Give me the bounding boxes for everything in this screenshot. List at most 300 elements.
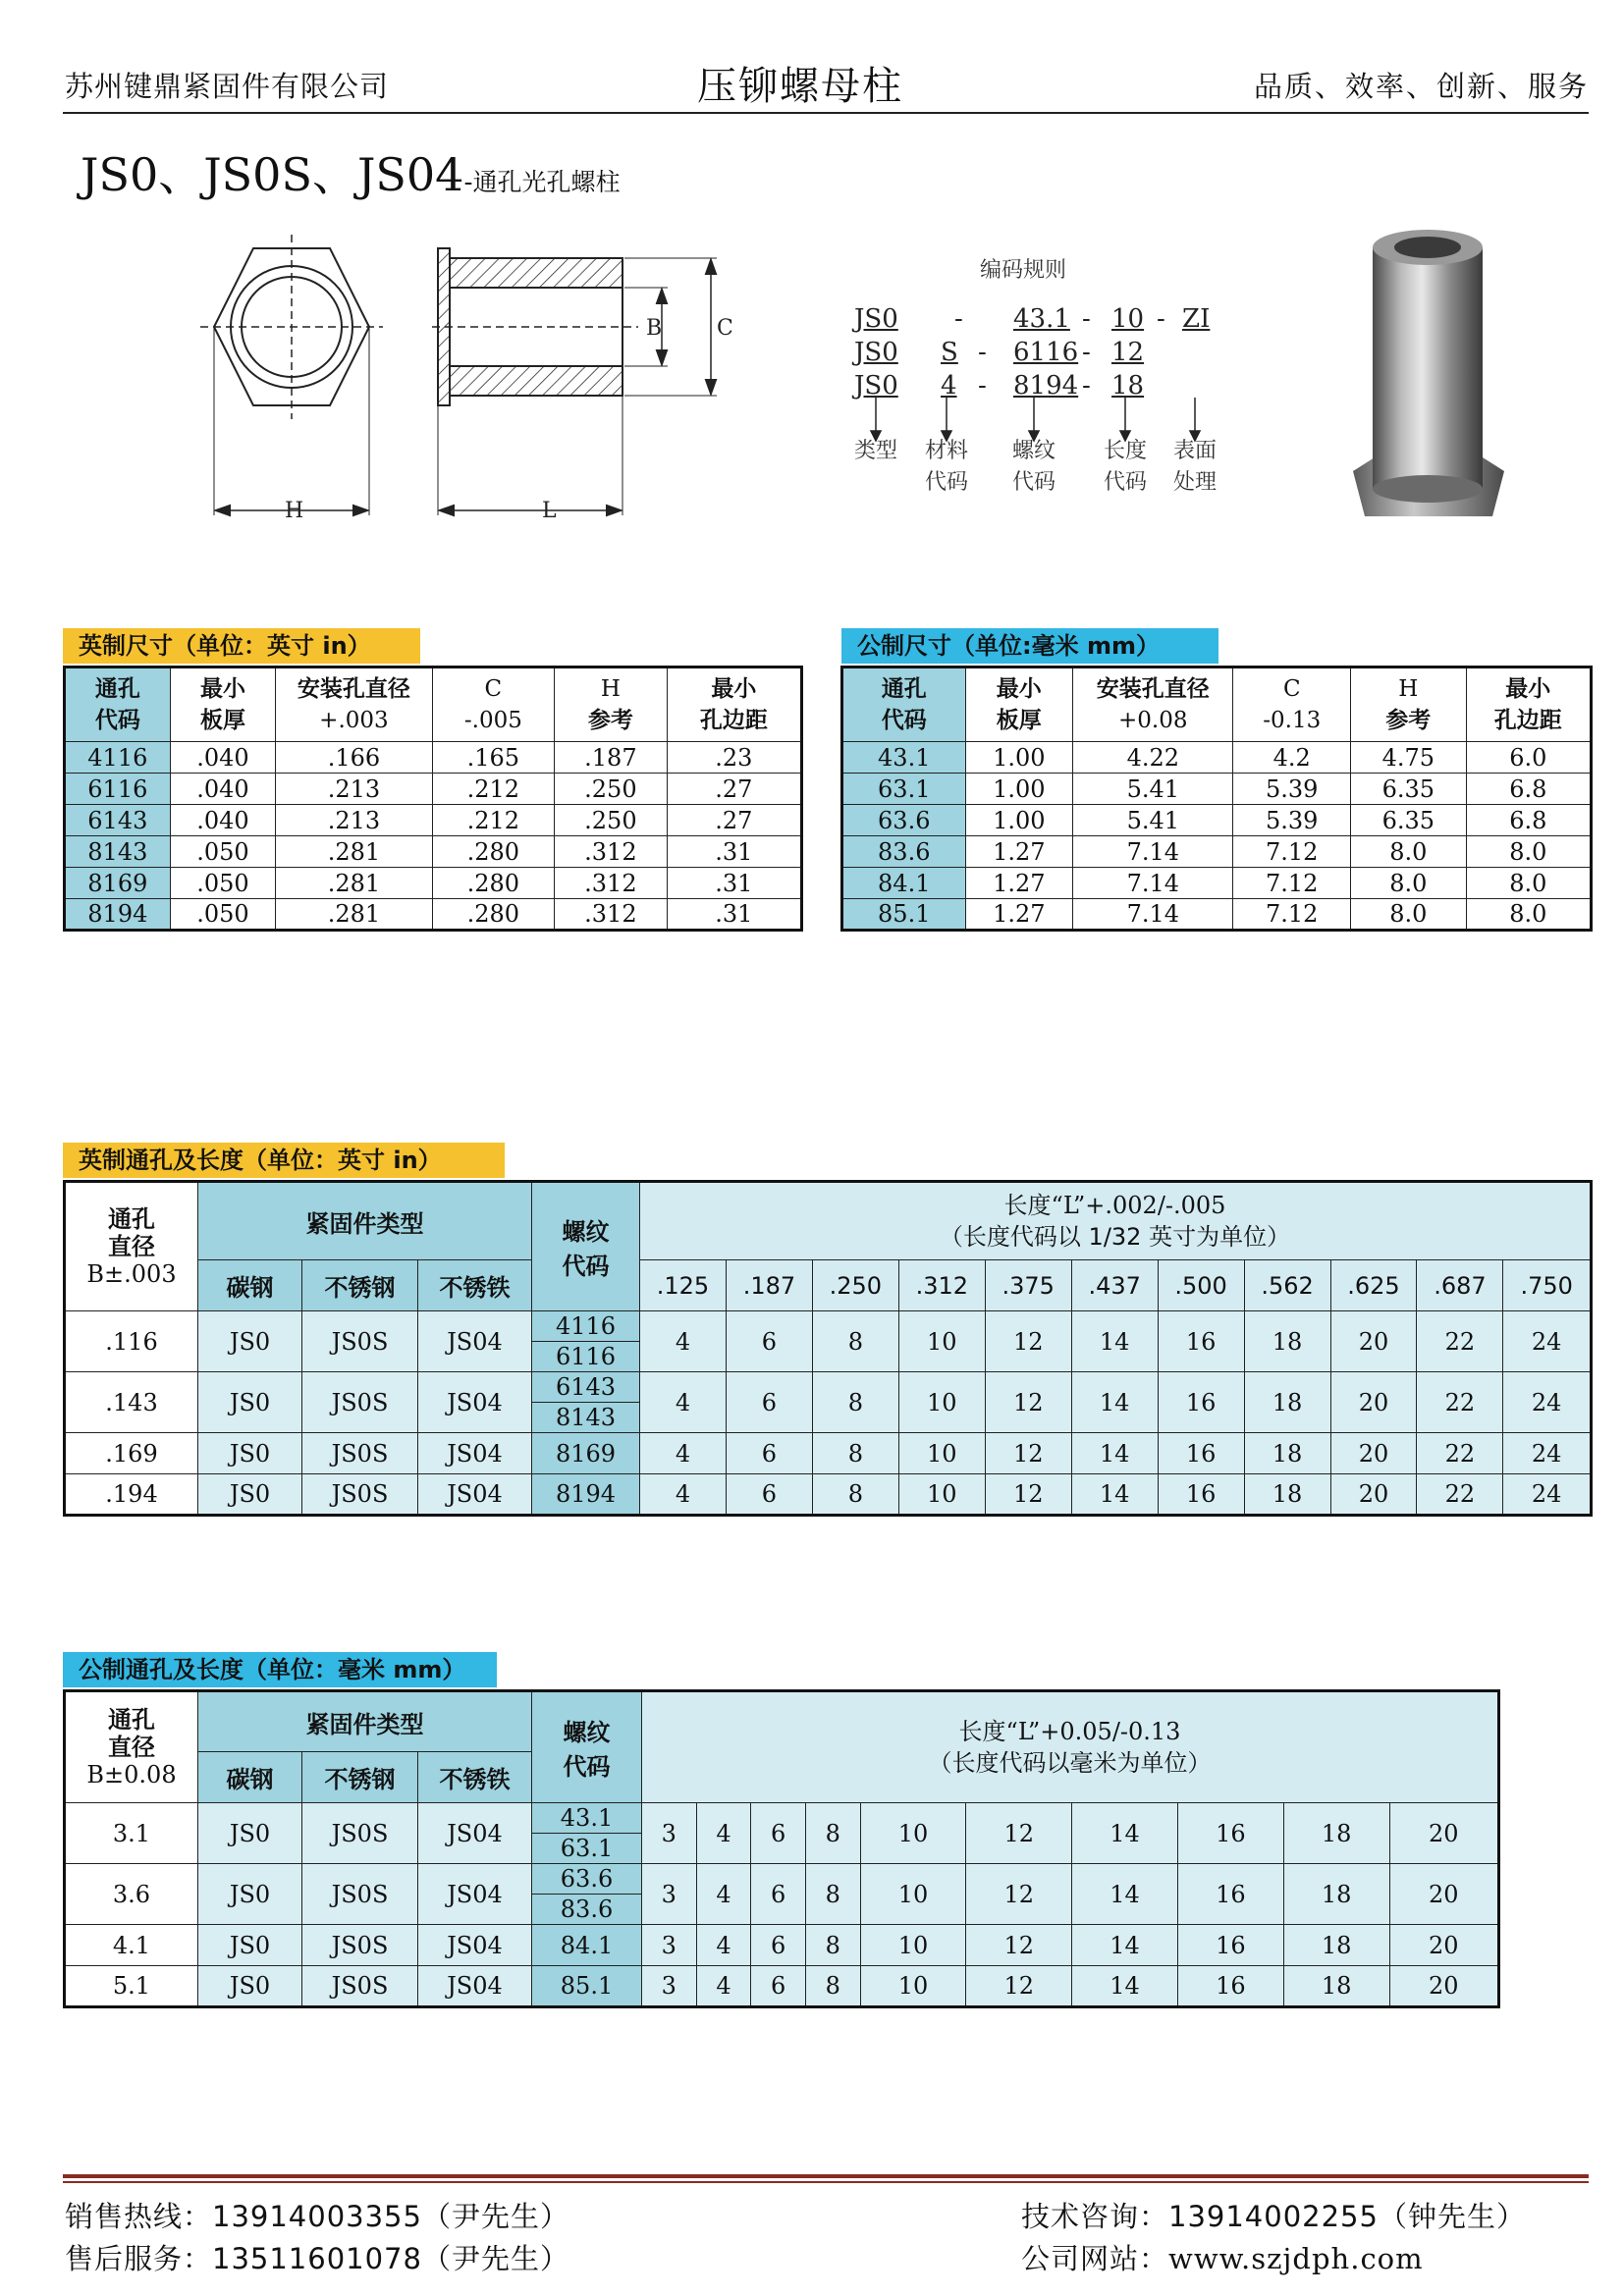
- value-cell: 1.27: [965, 899, 1073, 931]
- col-length-head: 长度“L”+0.05/-0.13 （长度代码以毫米为单位）: [642, 1691, 1499, 1803]
- code-type: JS0: [854, 371, 898, 400]
- value-cell: 7.12: [1233, 868, 1351, 899]
- length-code-cell: 12: [966, 1966, 1072, 2007]
- length-code-cell: 12: [985, 1311, 1071, 1372]
- length-code-cell: 20: [1389, 1925, 1498, 1966]
- length-code-cell: 6: [726, 1372, 812, 1433]
- thread-code-cell: 83.6: [532, 1895, 642, 1925]
- value-cell: .312: [555, 836, 668, 868]
- table-row: [65, 774, 802, 805]
- length-code-cell: 12: [985, 1433, 1071, 1474]
- code-sep: -: [954, 304, 963, 334]
- col-thread-code: 螺纹 代码: [532, 1182, 640, 1311]
- hole-code-cell: 8169: [65, 868, 171, 899]
- length-code-cell: 8: [812, 1474, 898, 1516]
- hole-code-cell: 63.1: [842, 774, 966, 805]
- caption-material: 材料代码: [924, 439, 968, 495]
- fastener-type-cell: JS04: [418, 1311, 532, 1372]
- length-code-cell: 18: [1283, 1864, 1389, 1925]
- length-code-cell: 18: [1244, 1433, 1330, 1474]
- value-cell: .312: [555, 868, 668, 899]
- product-title: [81, 139, 620, 204]
- length-code-cell: 18: [1283, 1803, 1389, 1864]
- website-url[interactable]: www.szjdph.com: [1168, 2242, 1424, 2275]
- value-cell: .040: [170, 774, 276, 805]
- length-code-cell: 24: [1503, 1372, 1592, 1433]
- col-thread-code: 螺纹 代码: [532, 1691, 642, 1803]
- col-min-sheet: 最小 板厚: [170, 667, 276, 742]
- value-cell: 8.0: [1351, 868, 1467, 899]
- code-finish: ZI: [1182, 304, 1211, 334]
- table-row: [65, 836, 802, 868]
- value-cell: .165: [432, 742, 555, 774]
- length-code-cell: 16: [1158, 1433, 1244, 1474]
- length-code-cell: 12: [966, 1925, 1072, 1966]
- length-code-cell: 18: [1244, 1311, 1330, 1372]
- col-stainless-steel: 不锈钢: [302, 1260, 418, 1311]
- value-cell: 1.27: [965, 836, 1073, 868]
- hole-code-cell: 84.1: [842, 868, 966, 899]
- length-code-cell: 8: [812, 1372, 898, 1433]
- after-sales: 售后服务：13511601078（尹先生）: [65, 2242, 569, 2275]
- length-code-cell: 24: [1503, 1311, 1592, 1372]
- thread-code-cell: 84.1: [532, 1925, 642, 1966]
- value-cell: .27: [667, 774, 801, 805]
- thread-code-cell: 85.1: [532, 1966, 642, 2007]
- code-length: 12: [1111, 338, 1145, 367]
- table-row: [65, 1311, 1592, 1342]
- hole-code-cell: 63.6: [842, 805, 966, 836]
- col-stainless-steel: 不锈钢: [302, 1752, 418, 1803]
- length-code-cell: 18: [1244, 1474, 1330, 1516]
- fastener-type-cell: JS04: [418, 1433, 532, 1474]
- length-code-cell: 20: [1330, 1372, 1417, 1433]
- value-cell: .280: [432, 868, 555, 899]
- length-head: .250: [812, 1260, 898, 1311]
- length-code-cell: 6: [726, 1311, 812, 1372]
- length-code-cell: 10: [898, 1372, 985, 1433]
- value-cell: 4.22: [1073, 742, 1233, 774]
- hole-dia-cell: .143: [65, 1372, 198, 1433]
- length-code-cell: 8: [805, 1803, 860, 1864]
- code-sep: -: [978, 338, 987, 367]
- product-subtitle: -通孔光孔螺柱: [463, 168, 621, 196]
- fastener-type-cell: JS0S: [302, 1925, 418, 1966]
- value-cell: 1.00: [965, 742, 1073, 774]
- value-cell: .166: [276, 742, 432, 774]
- table-row: [65, 1474, 1592, 1516]
- length-code-cell: 6: [726, 1433, 812, 1474]
- length-code-cell: 4: [696, 1803, 751, 1864]
- length-code-cell: 8: [805, 1925, 860, 1966]
- imperial-size-table: [63, 666, 803, 932]
- code-thread: 6116: [1013, 338, 1079, 367]
- length-code-cell: 10: [860, 1864, 966, 1925]
- length-code-cell: 14: [1071, 1372, 1158, 1433]
- table-row: [842, 805, 1592, 836]
- dim-label-h: H: [285, 499, 304, 523]
- value-cell: 4.2: [1233, 742, 1351, 774]
- value-cell: .312: [555, 899, 668, 931]
- length-code-cell: 20: [1389, 1864, 1498, 1925]
- fastener-type-cell: JS0: [198, 1925, 302, 1966]
- length-code-cell: 22: [1417, 1474, 1503, 1516]
- col-stainless-iron: 不锈铁: [418, 1260, 532, 1311]
- length-code-cell: 14: [1071, 1311, 1158, 1372]
- value-cell: .31: [667, 899, 801, 931]
- fastener-type-cell: JS0: [198, 1311, 302, 1372]
- company-name: 苏州键鼎紧固件有限公司: [65, 70, 390, 103]
- thread-code-cell: 63.1: [532, 1834, 642, 1864]
- code-length: 10: [1111, 304, 1145, 334]
- col-mount-hole: 安装孔直径 +.003: [276, 667, 432, 742]
- value-cell: .27: [667, 805, 801, 836]
- table-row: [65, 1925, 1499, 1966]
- tab-metric-size: 公制尺寸（单位:毫米 mm）: [841, 628, 1218, 664]
- col-hole-code: 通孔 代码: [65, 667, 171, 742]
- value-cell: 1.27: [965, 868, 1073, 899]
- value-cell: .31: [667, 868, 801, 899]
- tab-imperial-size: 英制尺寸（单位：英寸 in）: [63, 628, 420, 664]
- length-code-cell: 16: [1177, 1925, 1283, 1966]
- value-cell: 8.0: [1466, 868, 1591, 899]
- hole-code-cell: 6116: [65, 774, 171, 805]
- length-code-cell: 22: [1417, 1311, 1503, 1372]
- length-code-cell: 18: [1283, 1966, 1389, 2007]
- value-cell: .212: [432, 805, 555, 836]
- value-cell: .187: [555, 742, 668, 774]
- length-code-cell: 4: [696, 1966, 751, 2007]
- length-code-cell: 4: [640, 1372, 727, 1433]
- value-cell: 6.35: [1351, 774, 1467, 805]
- length-head: .625: [1330, 1260, 1417, 1311]
- length-code-cell: 14: [1071, 1474, 1158, 1516]
- value-cell: 8.0: [1351, 899, 1467, 931]
- value-cell: .23: [667, 742, 801, 774]
- hole-dia-cell: .116: [65, 1311, 198, 1372]
- length-code-cell: 4: [640, 1433, 727, 1474]
- length-code-cell: 16: [1158, 1311, 1244, 1372]
- code-type: JS0: [854, 304, 898, 334]
- fastener-type-cell: JS04: [418, 1372, 532, 1433]
- length-code-cell: 20: [1389, 1966, 1498, 2007]
- length-code-cell: 4: [640, 1311, 727, 1372]
- caption-thread: 螺纹代码: [1011, 439, 1056, 495]
- thread-code-cell: 6116: [532, 1342, 640, 1372]
- col-min-edge: 最小 孔边距: [1466, 667, 1591, 742]
- length-code-cell: 14: [1072, 1864, 1178, 1925]
- value-cell: .040: [170, 805, 276, 836]
- hole-dia-cell: 4.1: [65, 1925, 198, 1966]
- value-cell: .040: [170, 742, 276, 774]
- length-code-cell: 8: [812, 1433, 898, 1474]
- length-code-cell: 3: [642, 1803, 697, 1864]
- length-code-cell: 6: [751, 1803, 806, 1864]
- hole-code-cell: 4116: [65, 742, 171, 774]
- dim-label-b: B: [646, 316, 663, 341]
- table-header-row: [842, 667, 1592, 742]
- col-min-sheet: 最小 板厚: [965, 667, 1073, 742]
- thread-code-cell: 63.6: [532, 1864, 642, 1895]
- value-cell: 1.00: [965, 774, 1073, 805]
- col-fastener-type: 紧固件类型: [198, 1182, 532, 1260]
- col-min-edge: 最小 孔边距: [667, 667, 801, 742]
- col-c: C -0.13: [1233, 667, 1351, 742]
- page-title: 压铆螺母柱: [697, 64, 903, 109]
- length-code-cell: 24: [1503, 1433, 1592, 1474]
- fastener-type-cell: JS04: [418, 1966, 532, 2007]
- table-row: [842, 868, 1592, 899]
- fastener-type-cell: JS0: [198, 1864, 302, 1925]
- value-cell: 8.0: [1466, 836, 1591, 868]
- length-code-cell: 10: [860, 1803, 966, 1864]
- hex-front-view: [200, 235, 383, 515]
- length-code-cell: 10: [860, 1966, 966, 2007]
- table-row: [65, 742, 802, 774]
- length-code-cell: 12: [966, 1803, 1072, 1864]
- tech-support: 技术咨询：13914002255（钟先生）: [1021, 2200, 1526, 2233]
- length-code-cell: 20: [1330, 1311, 1417, 1372]
- col-carbon-steel: 碳钢: [198, 1752, 302, 1803]
- value-cell: 7.14: [1073, 836, 1233, 868]
- table-subheader-row: [65, 1260, 1592, 1311]
- thread-code-cell: 8194: [532, 1474, 640, 1516]
- fastener-type-cell: JS0: [198, 1433, 302, 1474]
- length-code-cell: 22: [1417, 1372, 1503, 1433]
- table-row: [65, 805, 802, 836]
- length-code-cell: 22: [1417, 1433, 1503, 1474]
- fastener-type-cell: JS0S: [302, 1311, 418, 1372]
- website[interactable]: [1021, 2237, 1424, 2277]
- side-section-view: [432, 248, 717, 515]
- code-material: 4: [941, 371, 957, 400]
- length-code-cell: 14: [1072, 1925, 1178, 1966]
- length-head: .375: [985, 1260, 1071, 1311]
- value-cell: 6.8: [1466, 774, 1591, 805]
- coding-rule-title: 编码规则: [980, 258, 1067, 283]
- table-row: [65, 1433, 1592, 1474]
- value-cell: 5.41: [1073, 805, 1233, 836]
- product-model: JS0、JS0S、JS04: [81, 148, 464, 201]
- thread-code-cell: 8143: [532, 1403, 640, 1433]
- dim-label-l: L: [542, 499, 557, 523]
- code-length: 18: [1111, 371, 1145, 400]
- thread-code-cell: 43.1: [532, 1803, 642, 1834]
- length-code-cell: 18: [1244, 1372, 1330, 1433]
- length-code-cell: 8: [812, 1311, 898, 1372]
- table-row: [65, 1966, 1499, 2007]
- value-cell: 4.75: [1351, 742, 1467, 774]
- value-cell: 7.14: [1073, 899, 1233, 931]
- length-code-cell: 12: [966, 1864, 1072, 1925]
- metric-size-table: [840, 666, 1593, 932]
- code-sep: -: [1157, 304, 1165, 334]
- length-head: .750: [1503, 1260, 1592, 1311]
- product-photo: [1345, 226, 1512, 530]
- value-cell: 6.0: [1466, 742, 1591, 774]
- table-header-row: [65, 1691, 1499, 1752]
- fastener-type-cell: JS0S: [302, 1474, 418, 1516]
- value-cell: 6.8: [1466, 805, 1591, 836]
- code-type: JS0: [854, 338, 898, 367]
- caption-type: 类型: [853, 439, 897, 463]
- code-sep: -: [1082, 338, 1091, 367]
- col-stainless-iron: 不锈铁: [418, 1752, 532, 1803]
- code-thread: 8194: [1013, 371, 1079, 400]
- fastener-type-cell: JS0: [198, 1966, 302, 2007]
- length-head: .687: [1417, 1260, 1503, 1311]
- value-cell: .050: [170, 836, 276, 868]
- length-code-cell: 6: [751, 1966, 806, 2007]
- length-code-cell: 14: [1072, 1966, 1178, 2007]
- fastener-type-cell: JS0: [198, 1372, 302, 1433]
- length-head: .562: [1244, 1260, 1330, 1311]
- length-code-cell: 14: [1072, 1803, 1178, 1864]
- tab-metric-length: 公制通孔及长度（单位：毫米 mm）: [63, 1652, 497, 1687]
- thread-code-cell: 4116: [532, 1311, 640, 1342]
- table-row: [842, 836, 1592, 868]
- code-sep: -: [1082, 304, 1091, 334]
- footer-divider: [63, 2174, 1589, 2178]
- length-code-cell: 10: [898, 1433, 985, 1474]
- col-hole-dia: 通孔 直径 B±0.08: [65, 1691, 198, 1803]
- value-cell: .31: [667, 836, 801, 868]
- value-cell: .050: [170, 899, 276, 931]
- value-cell: 5.41: [1073, 774, 1233, 805]
- length-code-cell: 4: [696, 1864, 751, 1925]
- length-code-cell: 20: [1389, 1803, 1498, 1864]
- length-code-cell: 24: [1503, 1474, 1592, 1516]
- table-row: [65, 1372, 1592, 1403]
- value-cell: 8.0: [1351, 836, 1467, 868]
- length-code-cell: 16: [1158, 1372, 1244, 1433]
- length-code-cell: 16: [1177, 1966, 1283, 2007]
- fastener-type-cell: JS04: [418, 1803, 532, 1864]
- length-code-cell: 6: [751, 1925, 806, 1966]
- value-cell: 5.39: [1233, 774, 1351, 805]
- fastener-type-cell: JS0S: [302, 1966, 418, 2007]
- length-code-cell: 8: [805, 1966, 860, 2007]
- hole-code-cell: 83.6: [842, 836, 966, 868]
- value-cell: 1.00: [965, 805, 1073, 836]
- length-head: .187: [726, 1260, 812, 1311]
- value-cell: 8.0: [1466, 899, 1591, 931]
- value-cell: .250: [555, 774, 668, 805]
- table-row: [65, 868, 802, 899]
- code-thread: 43.1: [1013, 304, 1070, 334]
- table-header-row: [65, 667, 802, 742]
- fastener-type-cell: JS0S: [302, 1864, 418, 1925]
- col-c: C -.005: [432, 667, 555, 742]
- fastener-type-cell: JS04: [418, 1474, 532, 1516]
- hole-code-cell: 8143: [65, 836, 171, 868]
- code-sep: -: [1082, 371, 1091, 400]
- hole-dia-cell: 3.6: [65, 1864, 198, 1925]
- length-code-cell: 3: [642, 1966, 697, 2007]
- length-code-cell: 12: [985, 1474, 1071, 1516]
- website-label: 公司网站：: [1021, 2242, 1169, 2275]
- length-head: .500: [1158, 1260, 1244, 1311]
- hole-code-cell: 6143: [65, 805, 171, 836]
- slogan: 品质、效率、创新、服务: [1253, 70, 1589, 103]
- value-cell: 7.12: [1233, 899, 1351, 931]
- length-code-cell: 16: [1177, 1864, 1283, 1925]
- dim-label-c: C: [717, 316, 733, 341]
- table-row: [65, 899, 802, 931]
- value-cell: .281: [276, 836, 432, 868]
- length-head: .437: [1071, 1260, 1158, 1311]
- length-code-cell: 12: [985, 1372, 1071, 1433]
- length-code-cell: 10: [898, 1474, 985, 1516]
- value-cell: .281: [276, 899, 432, 931]
- length-code-cell: 16: [1158, 1474, 1244, 1516]
- length-code-cell: 6: [751, 1864, 806, 1925]
- table-row: [65, 1803, 1499, 1834]
- col-hole-code: 通孔 代码: [842, 667, 966, 742]
- value-cell: 5.39: [1233, 805, 1351, 836]
- hole-dia-cell: 3.1: [65, 1803, 198, 1864]
- fastener-type-cell: JS04: [418, 1864, 532, 1925]
- table-row: [842, 742, 1592, 774]
- table-header-row: [65, 1182, 1592, 1260]
- metric-length-table: [63, 1689, 1500, 2008]
- code-sep: -: [978, 371, 987, 400]
- length-head: .125: [640, 1260, 727, 1311]
- value-cell: .280: [432, 836, 555, 868]
- value-cell: 7.14: [1073, 868, 1233, 899]
- table-row: [65, 1864, 1499, 1895]
- value-cell: .213: [276, 805, 432, 836]
- footer-divider-thin: [63, 2181, 1589, 2183]
- table-row: [842, 774, 1592, 805]
- fastener-type-cell: JS0S: [302, 1803, 418, 1864]
- length-code-cell: 16: [1177, 1803, 1283, 1864]
- thread-code-cell: 6143: [532, 1372, 640, 1403]
- tab-imperial-length: 英制通孔及长度（单位：英寸 in）: [63, 1143, 505, 1178]
- technical-drawing: [147, 221, 795, 535]
- length-code-cell: 20: [1330, 1474, 1417, 1516]
- hole-dia-cell: .194: [65, 1474, 198, 1516]
- value-cell: .213: [276, 774, 432, 805]
- length-code-cell: 3: [642, 1864, 697, 1925]
- thread-code-cell: 8169: [532, 1433, 640, 1474]
- col-carbon-steel: 碳钢: [198, 1260, 302, 1311]
- col-length-head: 长度“L”+.002/-.005 （长度代码以 1/32 英寸为单位）: [640, 1182, 1592, 1260]
- fastener-type-cell: JS04: [418, 1925, 532, 1966]
- length-code-cell: 6: [726, 1474, 812, 1516]
- col-mount-hole: 安装孔直径 +0.08: [1073, 667, 1233, 742]
- col-hole-dia: 通孔 直径 B±.003: [65, 1182, 198, 1311]
- fastener-type-cell: JS0S: [302, 1433, 418, 1474]
- fastener-type-cell: JS0S: [302, 1372, 418, 1433]
- length-code-cell: 4: [640, 1474, 727, 1516]
- fastener-type-cell: JS0: [198, 1474, 302, 1516]
- length-code-cell: 4: [696, 1925, 751, 1966]
- length-code-cell: 14: [1071, 1433, 1158, 1474]
- col-fastener-type: 紧固件类型: [198, 1691, 532, 1752]
- col-h: H 参考: [1351, 667, 1467, 742]
- header-divider: [63, 112, 1589, 114]
- table-row: [842, 899, 1592, 931]
- length-code-cell: 8: [805, 1864, 860, 1925]
- col-h: H 参考: [555, 667, 668, 742]
- value-cell: .250: [555, 805, 668, 836]
- fastener-type-cell: JS0: [198, 1803, 302, 1864]
- hole-dia-cell: .169: [65, 1433, 198, 1474]
- imperial-length-table: [63, 1180, 1593, 1517]
- value-cell: .050: [170, 868, 276, 899]
- value-cell: .281: [276, 868, 432, 899]
